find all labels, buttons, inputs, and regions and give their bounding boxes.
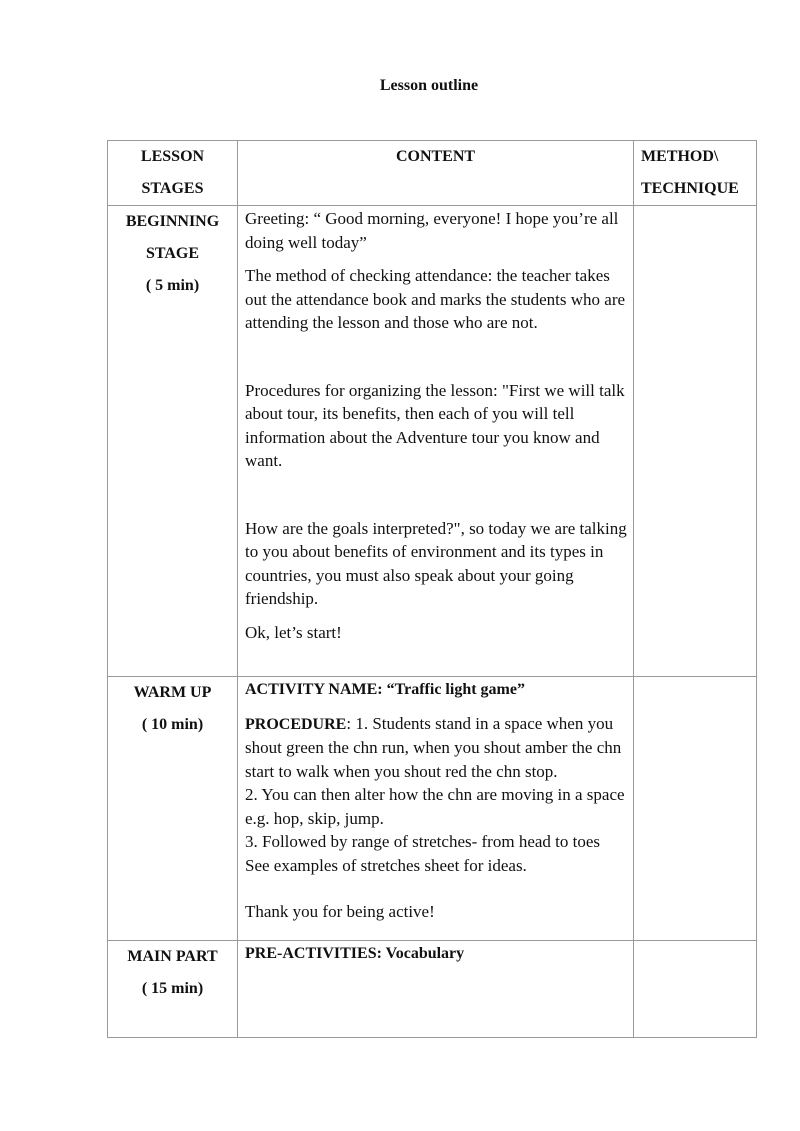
- document-title: Lesson outline: [379, 77, 479, 94]
- method-cell-beginning: [634, 206, 757, 677]
- header-method: [634, 141, 757, 206]
- thanks-text: Thank you for being active!: [245, 902, 435, 921]
- procedure-step-3: 3. Followed by range of stretches- from head to toes See examples of stretches sheet for ideas.: [245, 832, 601, 875]
- procedure-label: PROCEDURE: [245, 715, 347, 733]
- procedure-step-2: 2. You can then alter how the chn are moving in a space e.g. hop, skip, jump.: [245, 785, 625, 828]
- table-row-beginning: [108, 206, 757, 677]
- procedure-step-1-text: : 1. Students stand in a space when you shout green the chn run, when you shout amber the chn start to walk when you shout red the chn stop.: [245, 713, 622, 781]
- stage-time: ( 10 min): [141, 716, 204, 733]
- method-cell-main-part: [634, 941, 757, 1038]
- stage-time: ( 15 min): [141, 980, 204, 997]
- stage-name-line1: MAIN PART: [127, 948, 218, 965]
- method-cell-warm-up: [634, 677, 757, 941]
- table-row-warm-up: [108, 677, 757, 941]
- goals-text: How are the goals interpreted?", so today we are talking to you about benefits of environment and its types in countries, you must also speak about your going friendship.: [245, 518, 627, 608]
- header-stages-line2: STAGES: [141, 180, 204, 197]
- header-content: [238, 141, 634, 206]
- stage-time: ( 5 min): [145, 277, 200, 294]
- content-cell-main-part: [238, 941, 634, 1038]
- pre-activities-heading: PRE-ACTIVITIES: Vocabulary: [245, 945, 465, 962]
- stage-cell-beginning: [108, 206, 238, 677]
- header-stages-line1: LESSON: [140, 148, 205, 165]
- stage-cell-warm-up: [108, 677, 238, 941]
- stage-name-line2: STAGE: [145, 245, 200, 262]
- header-method-line1: METHOD\: [641, 148, 719, 165]
- lesson-outline-table: [107, 140, 757, 1038]
- start-text: Ok, let’s start!: [245, 622, 342, 642]
- procedure-step-1: [245, 712, 627, 784]
- stage-name-line1: WARM UP: [133, 684, 212, 701]
- header-content-label: CONTENT: [395, 148, 476, 165]
- stage-name-line1: BEGINNING: [125, 213, 220, 230]
- greeting-text: Greeting: “ Good morning, everyone! I hope you’re all doing well today”: [245, 209, 619, 252]
- content-cell-warm-up: [238, 677, 634, 941]
- header-stages: [108, 141, 238, 206]
- header-method-line2: TECHNIQUE: [641, 180, 739, 197]
- attendance-text: The method of checking attendance: the teacher takes out the attendance book and marks the students who are attending the lesson and those who are not.: [245, 266, 626, 332]
- content-cell-beginning: [238, 206, 634, 677]
- table-header-row: [108, 141, 757, 206]
- stage-cell-main-part: [108, 941, 238, 1038]
- procedures-text: Procedures for organizing the lesson: "First we will talk about tour, its benefits, then each of you will tell information about the Adventure tour you know and want.: [245, 380, 625, 470]
- activity-name: ACTIVITY NAME: “Traffic light game”: [245, 681, 525, 698]
- table-row-main-part: [108, 941, 757, 1038]
